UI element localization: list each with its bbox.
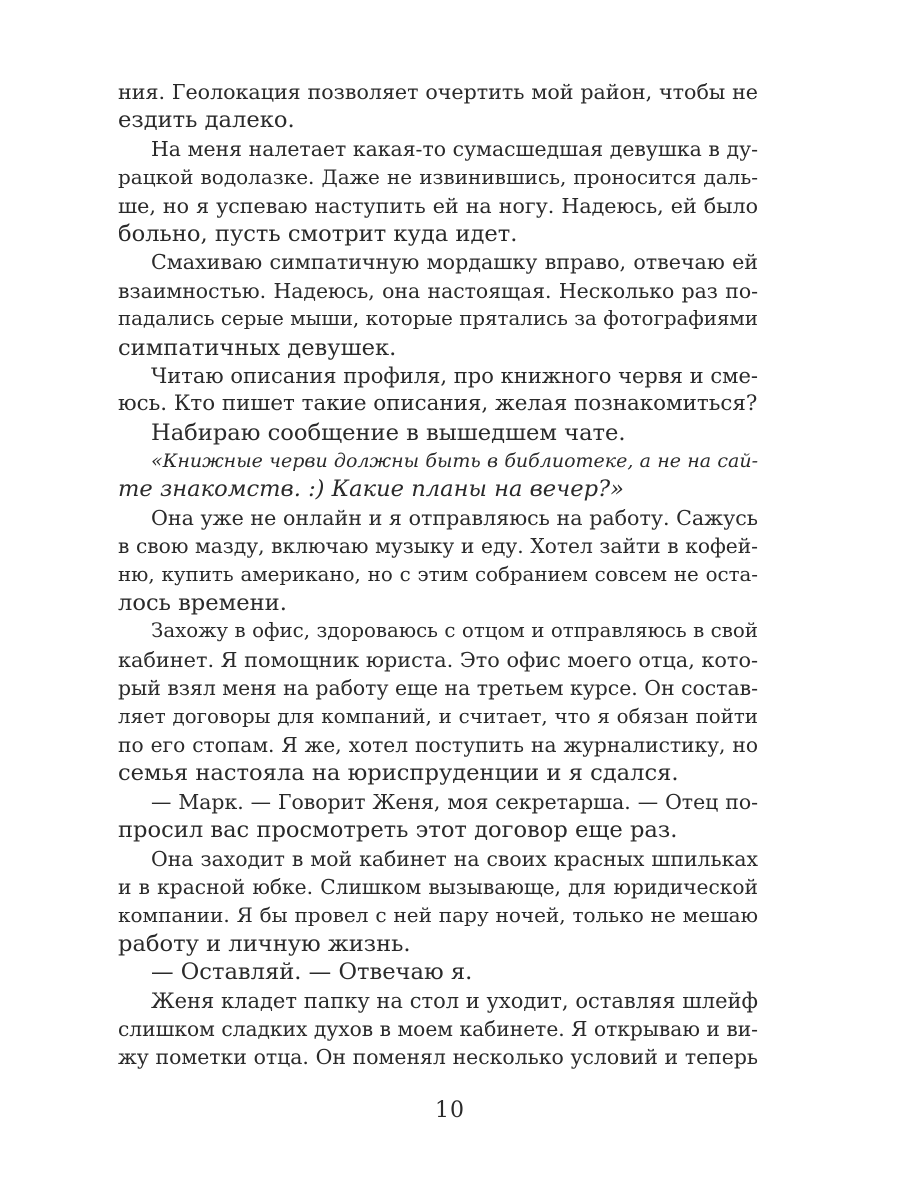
text-line: Женя кладет папку на стол и уходит, оставляя шлейф [151, 988, 758, 1013]
text-line: взаимностью. Надеюсь, она настоящая. Несколько раз по- [118, 278, 758, 303]
text-line: кабинет. Я помощник юриста. Это офис моего отца, кото- [118, 647, 758, 672]
text-line: ше, но я успеваю наступить ей на ногу. Надеюсь, ей было [118, 193, 758, 218]
text-line: работу и личную жизнь. [118, 930, 411, 957]
text-line: — Марк. — Говорит Женя, моя секретарша. — Отец по- [151, 789, 758, 814]
text-line: и в красной юбке. Слишком вызывающе, для юридической [118, 874, 758, 899]
text-line: по его стопам. Я же, хотел поступить на журналистику, но [118, 732, 758, 757]
text-line: в свою мазду, включаю музыку и еду. Хотел зайти в кофей- [118, 534, 758, 559]
text-line: рый взял меня на работу еще на третьем курсе. Он состав- [118, 676, 758, 701]
text-line: жу пометки отца. Он поменял несколько условий и теперь [118, 1045, 758, 1070]
text-line: юсь. Кто пишет такие описания, желая познакомиться? [118, 391, 758, 417]
text-line: Читаю описания профиля, про книжного червя и сме- [151, 363, 758, 388]
text-line: ляет договоры для компаний, и считает, что я обязан пойти [118, 704, 758, 728]
text-line: лось времени. [118, 590, 287, 617]
text-line: Набираю сообщение в вышедшем чате. [151, 419, 626, 446]
text-line: семья настояла на юриспруденции и я сдался. [118, 760, 679, 787]
text-line: рацкой водолазке. Даже не извинившись, проносится даль- [118, 165, 758, 190]
text-line: Смахиваю симпатичную мордашку вправо, отвечаю ей [151, 250, 758, 275]
text-line: — Оставляй. — Отвечаю я. [151, 959, 473, 986]
text-line: ню, купить американо, но с этим собранием совсем не оста- [118, 562, 758, 586]
quoted-text-line: «Книжные черви должны быть в библиотеке, а не на сай- [151, 450, 758, 473]
text-line: ния. Геолокация позволяет очертить мой район, чтобы не [118, 80, 758, 104]
text-line: падались серые мыши, которые прятались за фотографиями [118, 307, 758, 331]
page-number: 10 [435, 1098, 465, 1123]
text-line: слишком сладких духов в моем кабинете. Я открываю и ви- [118, 1016, 758, 1041]
body-text [118, 78, 758, 1072]
text-line: ездить далеко. [118, 107, 295, 134]
text-line: просил вас просмотреть этот договор еще раз. [118, 817, 678, 844]
text-line: На меня налетает какая-то сумасшедшая девушка в ду- [151, 136, 758, 161]
text-line: Она уже не онлайн и я отправляюсь на работу. Сажусь [151, 505, 758, 530]
text-line: Захожу в офис, здороваюсь с отцом и отправляюсь в свой [151, 619, 758, 643]
text-line: больно, пусть смотрит куда идет. [118, 220, 518, 247]
quoted-text-line: те знакомств. :) Какие планы на вечер?» [118, 476, 624, 503]
text-line: компании. Я бы провел с ней пару ночей, только не мешаю [118, 903, 758, 928]
text-line: симпатичных девушек. [118, 334, 397, 361]
text-line: Она заходит в мой кабинет на своих красных шпильках [151, 846, 758, 871]
